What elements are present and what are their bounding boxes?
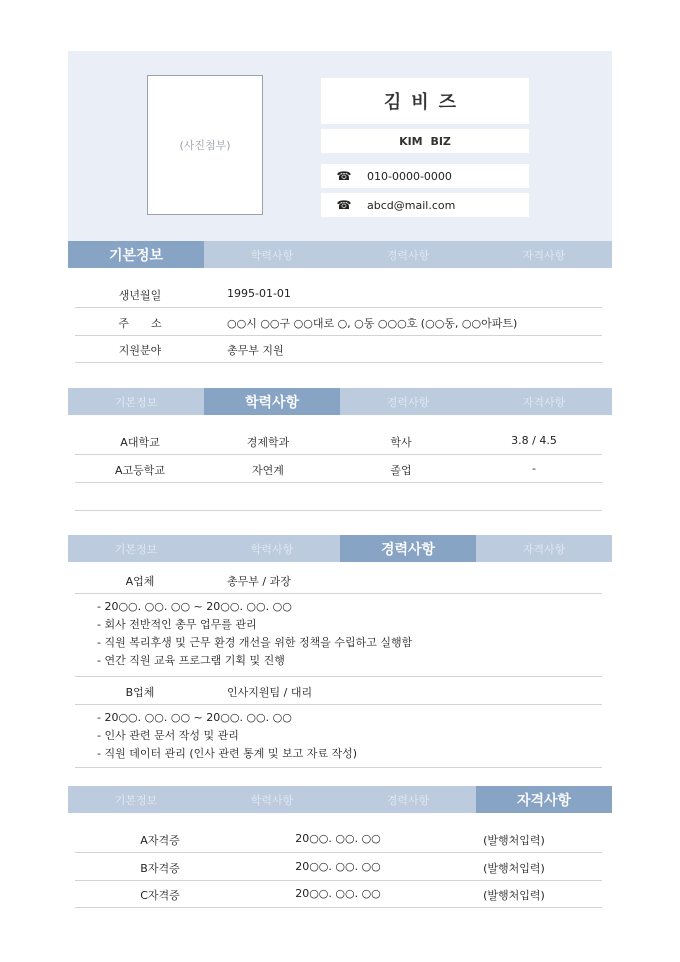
education-row (75, 427, 602, 455)
tab-career[interactable]: 경력사항 (386, 395, 430, 409)
photo-label: (사진첨부) (179, 139, 231, 152)
education-row (75, 455, 602, 483)
section-tabbar-certificates (68, 786, 612, 813)
divider (75, 767, 602, 768)
cert-name: C자격증 (140, 889, 180, 902)
career-company: A업체 (125, 575, 155, 588)
career-item: - 연간 직원 교육 프로그램 기획 및 진행 (97, 654, 285, 667)
tab-certificates[interactable]: 자격사항 (522, 395, 566, 409)
career-item: - 회사 전반적인 총무 업무를 관리 (97, 618, 257, 631)
edu-major: 경제학과 (246, 436, 290, 449)
tab-certificates[interactable]: 자격사항 (522, 248, 566, 262)
tab-education[interactable]: 학력사항 (250, 248, 294, 262)
tab-education[interactable]: 학력사항 (250, 542, 294, 556)
education-row-empty (75, 483, 602, 511)
section-tabbar-basic (68, 241, 612, 268)
cert-date: 20○○. ○○. ○○ (295, 887, 381, 900)
name-box (321, 78, 529, 124)
career-header-row (75, 677, 602, 705)
email-row (321, 193, 529, 217)
career-item: - 인사 관련 문서 작성 및 관리 (97, 729, 239, 742)
cert-issuer: (발행처입력) (483, 862, 545, 875)
basic-value: 1995-01-01 (227, 287, 291, 300)
edu-gpa: - (532, 462, 536, 475)
tab-career[interactable]: 경력사항 (386, 248, 430, 262)
career-item: - 직원 데이터 관리 (인사 관련 통계 및 보고 자료 작성) (97, 747, 358, 760)
career-role: 인사지원팀 / 대리 (227, 686, 313, 699)
english-name-text: KIM BIZ (399, 134, 451, 148)
career-role: 총무부 / 과장 (227, 575, 291, 588)
certificate-row (75, 880, 602, 908)
edu-school: A고등학교 (114, 464, 166, 477)
basic-label: 생년월일 (118, 289, 162, 302)
tab-career[interactable]: 경력사항 (386, 793, 430, 807)
basic-row (75, 335, 602, 363)
basic-row (75, 280, 602, 308)
certificate-row (75, 825, 602, 853)
basic-label: 주 소 (118, 317, 162, 330)
email-text: abcd@mail.com (367, 198, 456, 212)
edu-school: A대학교 (120, 436, 160, 449)
phone-icon: ☎ (336, 198, 352, 212)
cert-date: 20○○. ○○. ○○ (295, 860, 381, 873)
career-company: B업체 (125, 686, 155, 699)
cert-issuer: (발행처입력) (483, 889, 545, 902)
career-description (97, 709, 357, 763)
tab-certificates[interactable]: 자격사항 (476, 786, 612, 813)
certificate-row (75, 853, 602, 881)
phone-text: 010-0000-0000 (367, 169, 452, 183)
career-item: - 20○○. ○○. ○○ ~ 20○○. ○○. ○○ (97, 711, 292, 724)
career-item: - 직원 복리후생 및 근무 환경 개선을 위한 정책을 수립하고 실행함 (97, 636, 413, 649)
edu-gpa: 3.8 / 4.5 (511, 434, 557, 447)
tab-career[interactable]: 경력사항 (340, 535, 476, 562)
cert-date: 20○○. ○○. ○○ (295, 832, 381, 845)
tab-education[interactable]: 학력사항 (250, 793, 294, 807)
basic-value: 총무부 지원 (227, 344, 284, 357)
career-description (97, 598, 412, 670)
tab-basic-info[interactable]: 기본정보 (114, 793, 158, 807)
edu-degree: 학사 (390, 436, 412, 449)
name-text: 김비즈 (383, 92, 467, 113)
basic-value: ○○시 ○○구 ○○대로 ○, ○동 ○○○호 (○○동, ○○아파트) (227, 317, 518, 330)
basic-row (75, 308, 602, 336)
tab-education[interactable]: 학력사항 (204, 388, 340, 415)
cert-issuer: (발행처입력) (483, 834, 545, 847)
section-tabbar-education (68, 388, 612, 415)
tab-basic-info[interactable]: 기본정보 (114, 542, 158, 556)
cert-name: A자격증 (140, 834, 180, 847)
phone-row (321, 164, 529, 188)
tab-certificates[interactable]: 자격사항 (522, 542, 566, 556)
edu-major: 자연계 (252, 464, 284, 477)
basic-label: 지원분야 (118, 344, 162, 357)
photo-placeholder[interactable] (147, 75, 263, 215)
english-name-box (321, 129, 529, 153)
career-item: - 20○○. ○○. ○○ ~ 20○○. ○○. ○○ (97, 600, 292, 613)
career-header-row (75, 566, 602, 594)
section-tabbar-career (68, 535, 612, 562)
phone-icon: ☎ (336, 169, 352, 183)
edu-degree: 졸업 (390, 464, 412, 477)
tab-basic-info[interactable]: 기본정보 (114, 395, 158, 409)
cert-name: B자격증 (140, 862, 180, 875)
tab-basic-info[interactable]: 기본정보 (68, 241, 204, 268)
